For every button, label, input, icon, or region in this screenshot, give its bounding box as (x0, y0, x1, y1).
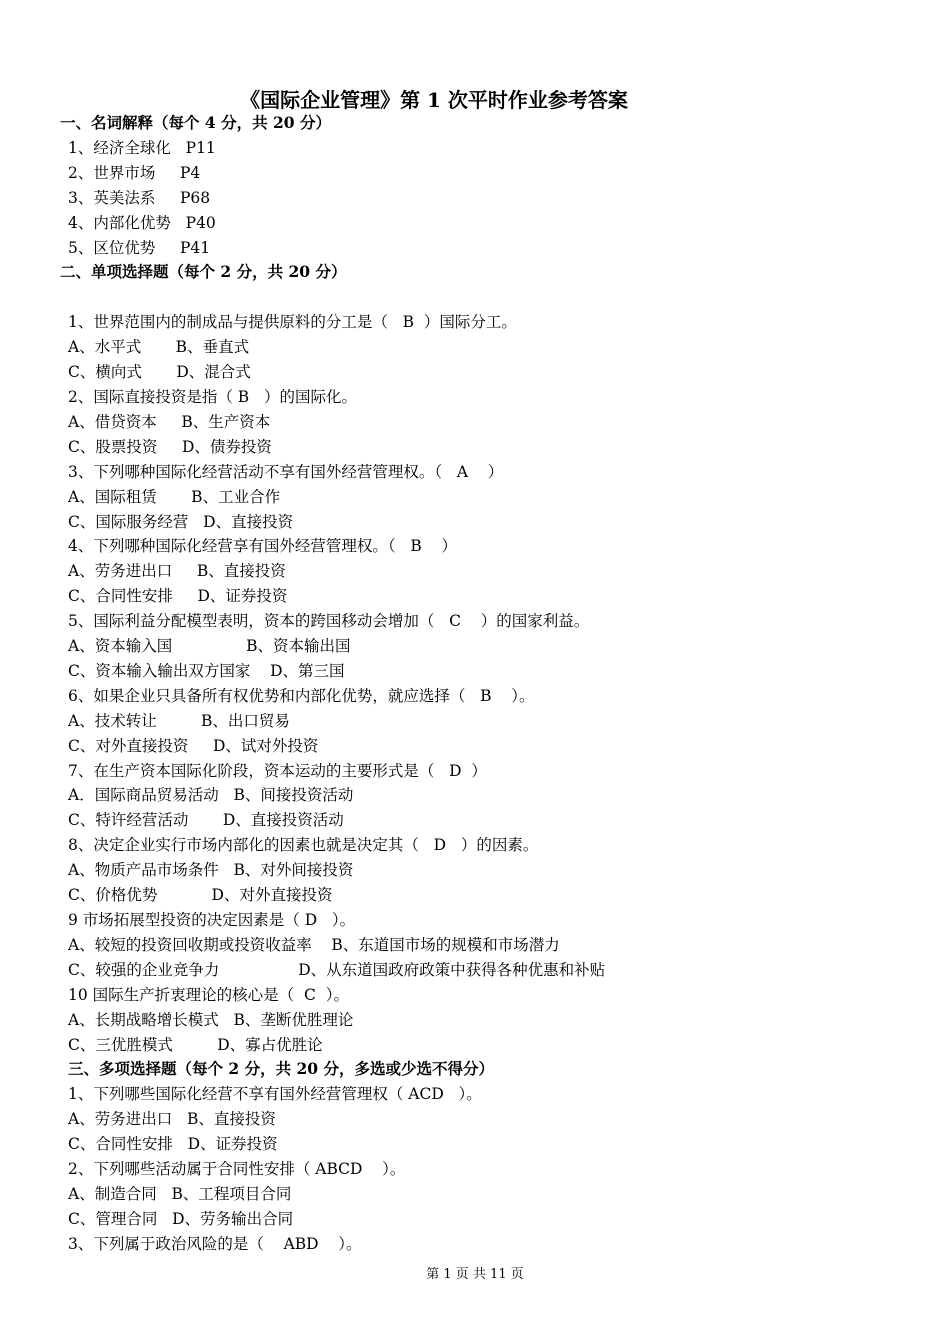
text-line: C、国际服务经营 D、直接投资 (68, 512, 294, 531)
section-heading: 一、名词解释（每个 4 分，共 20 分） (60, 113, 331, 132)
text-line: 8、决定企业实行市场内部化的因素也就是决定其（ D ）的因素。 (68, 836, 539, 855)
text-line: C、合同性安排 D、证券投资 (68, 587, 288, 606)
document-title: 《国际企业管理》第 1 次平时作业参考答案 (240, 88, 628, 112)
text-line: A、制造合同 B、工程项目合同 (68, 1184, 292, 1203)
document-body (0, 111, 950, 1257)
text-line: C、横向式 D、混合式 (68, 363, 251, 382)
text-line: C、管理合同 D、劳务输出合同 (68, 1209, 294, 1228)
text-line: C、特许经营活动 D、直接投资活动 (68, 811, 344, 830)
text-line: C、价格优势 D、对外直接投资 (68, 886, 333, 905)
text-line: 1、经济全球化 P11 (68, 138, 216, 157)
text-line: C、对外直接投资 D、试对外投资 (68, 736, 319, 755)
text-line: A、资本输入国 B、资本输出国 (68, 637, 351, 656)
text-line: 5、国际利益分配模型表明，资本的跨国移动会增加（ C ）的国家利益。 (68, 612, 590, 631)
section-heading: 三、多项选择题（每个 2 分，共 20 分，多选或少选不得分） (68, 1059, 494, 1079)
text-line: A．国际商品贸易活动 B、间接投资活动 (68, 786, 354, 805)
text-line: 3、英美法系 P68 (68, 188, 211, 207)
text-line: 6、如果企业只具备所有权优势和内部化优势，就应选择（ B ）。 (68, 686, 535, 705)
text-line: 2、国际直接投资是指（ B ）的国际化。 (68, 387, 357, 406)
text-line: A、技术转让 B、出口贸易 (68, 711, 290, 730)
text-line: C、三优胜模式 D、寡占优胜论 (68, 1035, 323, 1054)
text-line: 2、下列哪些活动属于合同性安排（ ABCD ）。 (68, 1160, 406, 1179)
text-line: 5、区位优势 P41 (68, 238, 211, 257)
text-line: C、较强的企业竞争力 D、从东道国政府政策中获得各种优惠和补贴 (68, 960, 606, 979)
text-line: A、劳务进出口 B、直接投资 (68, 1110, 276, 1129)
text-line: A、较短的投资回收期或投资收益率 B、东道国市场的规模和市场潜力 (68, 935, 560, 954)
text-line: 4、下列哪种国际化经营享有国外经营管理权。（ B ） (68, 537, 457, 556)
text-line: A、国际租赁 B、工业合作 (68, 487, 281, 506)
section-heading: 二、单项选择题（每个 2 分，共 20 分） (60, 262, 347, 282)
text-line: 10 国际生产折衷理论的核心是（ C ）。 (68, 985, 349, 1004)
text-line: 7、在生产资本国际化阶段，资本运动的主要形式是（ D ） (68, 761, 487, 780)
text-line: C、资本输入输出双方国家 D、第三国 (68, 661, 345, 680)
text-line: A、长期战略增长模式 B、垄断优胜理论 (68, 1010, 354, 1029)
text-line: 1、世界范围内的制成品与提供原料的分工是（ B ）国际分工。 (68, 313, 517, 332)
blank-line (0, 285, 950, 310)
text-line: 4、内部化优势 P40 (68, 213, 216, 232)
text-line: 9 市场拓展型投资的决定因素是（ D ）。 (68, 911, 356, 929)
text-line: A、劳务进出口 B、直接投资 (68, 562, 286, 581)
text-line: C、合同性安排 D、证券投资 (68, 1135, 278, 1154)
page-footer: 第 1 页 共 11 页 (426, 1267, 524, 1282)
text-line: 1、下列哪些国际化经营不享有国外经营管理权（ ACD ）。 (68, 1085, 482, 1104)
text-line: 3、下列属于政治风险的是（ ABD ）。 (68, 1234, 362, 1253)
text-line: A、借贷资本 B、生产资本 (68, 412, 271, 431)
text-line: 2、世界市场 P4 (68, 163, 201, 182)
text-line: A、水平式 B、垂直式 (68, 338, 250, 357)
text-line: 3、下列哪种国际化经营活动不享有国外经营管理权。（ A ） (68, 462, 504, 481)
text-line: A、物质产品市场条件 B、对外间接投资 (68, 861, 354, 880)
text-line: C、股票投资 D、债券投资 (68, 437, 272, 456)
